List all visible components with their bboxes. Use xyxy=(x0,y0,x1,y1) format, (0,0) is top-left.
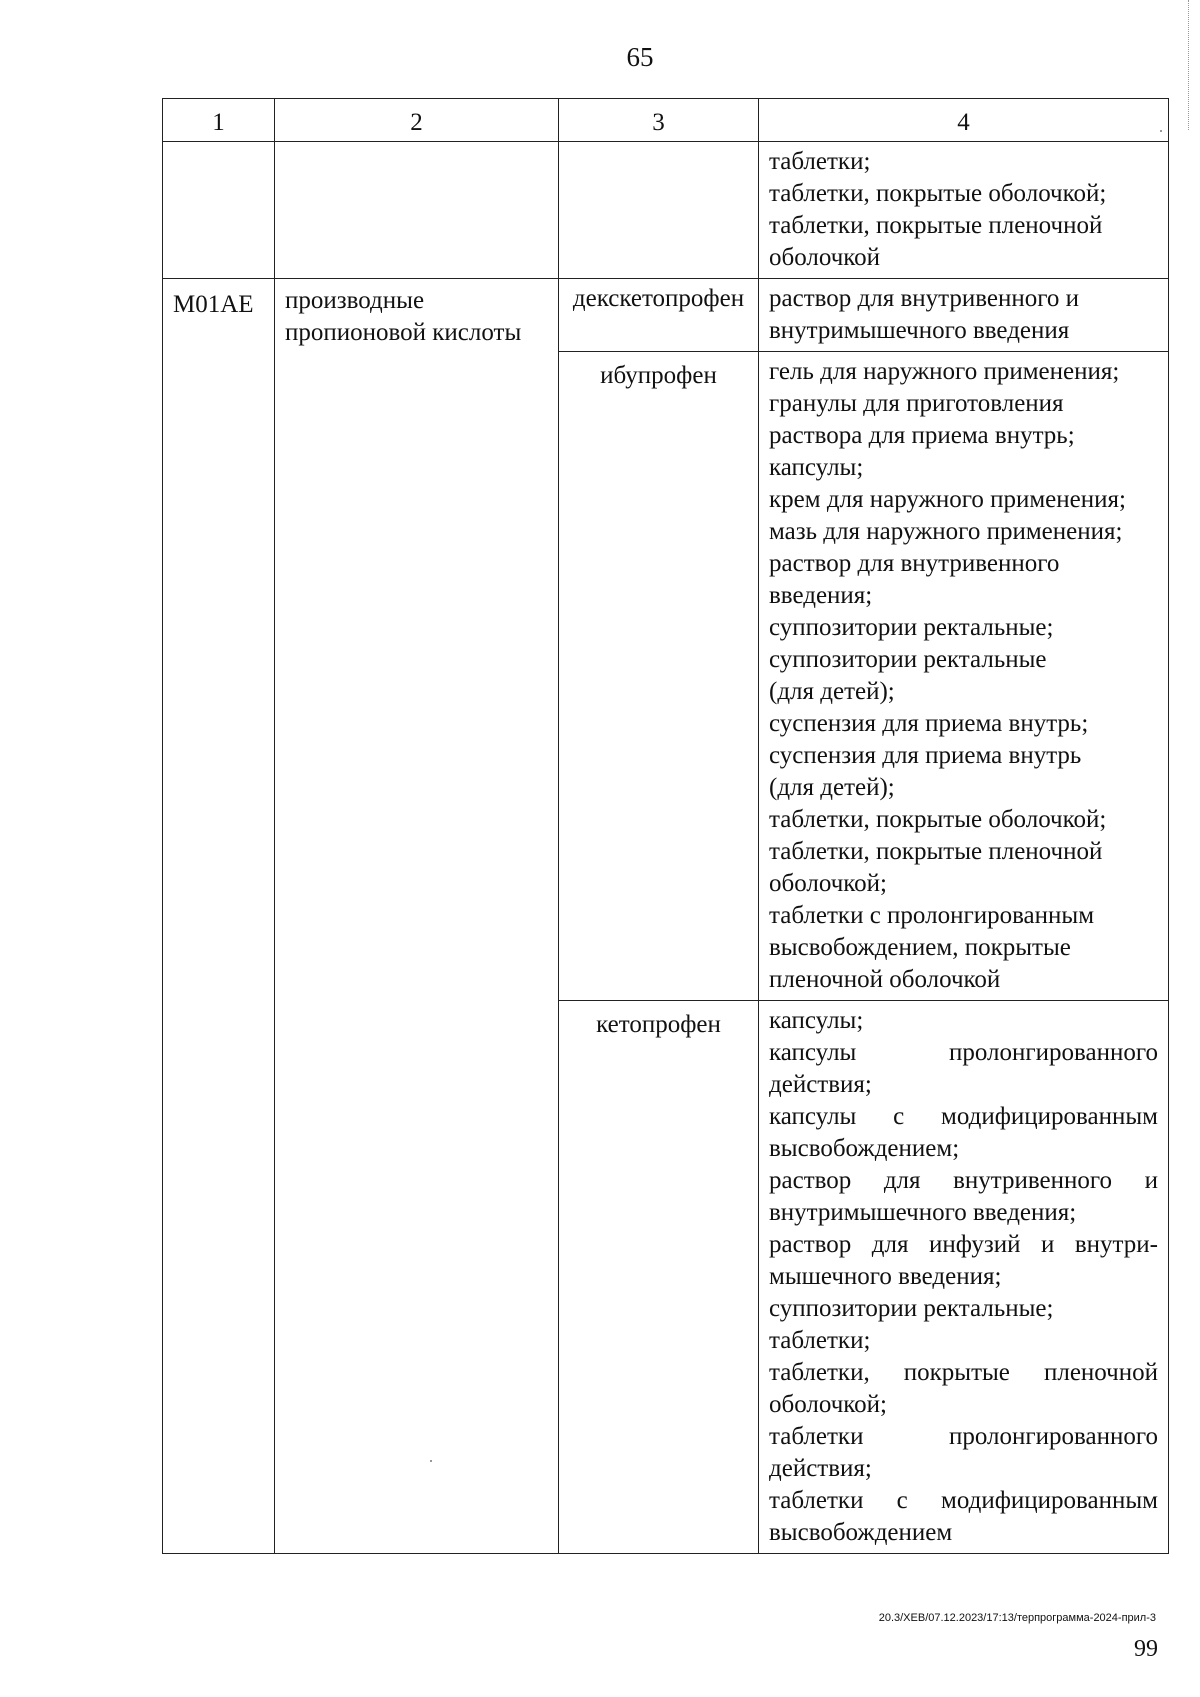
dosage-forms-list: таблетки; таблетки, покрытые оболочкой; таблетки, покрытые пленочной оболочкой xyxy=(769,148,1107,271)
inn-cell: декскетопрофен xyxy=(559,279,759,352)
group-name-cell: производные пропионовой кислоты xyxy=(275,279,559,1554)
table-row xyxy=(163,279,1169,352)
drug-table-wrapper xyxy=(162,98,1168,1554)
page-number-bottom: 99 xyxy=(1134,1636,1158,1662)
dosage-forms-cell xyxy=(759,1001,1169,1554)
empty-cell xyxy=(275,142,559,279)
dosage-forms-cell xyxy=(759,279,1169,352)
header-cell-3: 3 xyxy=(559,99,759,142)
page-number-top: 65 xyxy=(626,42,654,72)
dosage-forms-list: гель для наружного применения; гранулы для приготовления раствора для приема внутрь; капсулы; крем для наружного применения; мазь для наружного применения; раствор для внутривенного введения; суппозитории ректальные; суппозитории ректальные (для детей); суспензия для приема внутрь; суспензия для приема внутрь (для детей); таблетки, покрытые оболочкой; таблетки, покрытые пленочной оболочкой; таблетки с пролонгированным высвобождением, покрытые пленочной оболочкой xyxy=(769,358,1126,993)
dosage-forms-list: капсулы; капсулы пролонгированного действия; капсулы с модифицированным высвобождением; раствор для внутривенного и внутримышечного введения; раствор для инфузий и внутри-мышечного введения; суппозитории ректальные; таблетки; таблетки, покрытые пленочной оболочкой; таблетки пролонгированного действия; таблетки с модифицированным высвобождением xyxy=(769,1007,1158,1546)
header-row xyxy=(163,99,1169,142)
dosage-forms-cell xyxy=(759,352,1169,1001)
drug-table xyxy=(162,98,1169,1554)
empty-cell xyxy=(559,142,759,279)
document-stamp: 20.3/ХЕВ/07.12.2023/17:13/терпрограмма-2024-прил-3 xyxy=(878,1612,1156,1624)
dosage-forms-list: раствор для внутривенного и внутримышечного введения xyxy=(769,285,1080,344)
header-cell-2: 2 xyxy=(275,99,559,142)
inn-cell: кетопрофен xyxy=(559,1001,759,1554)
header-cell-1: 1 xyxy=(163,99,275,142)
atc-code-cell: M01AE xyxy=(163,279,275,1554)
header-cell-4: 4 xyxy=(759,99,1169,142)
inn-cell: ибупрофен xyxy=(559,352,759,1001)
empty-cell xyxy=(163,142,275,279)
continuation-row xyxy=(163,142,1169,279)
continuation-forms-cell xyxy=(759,142,1169,279)
